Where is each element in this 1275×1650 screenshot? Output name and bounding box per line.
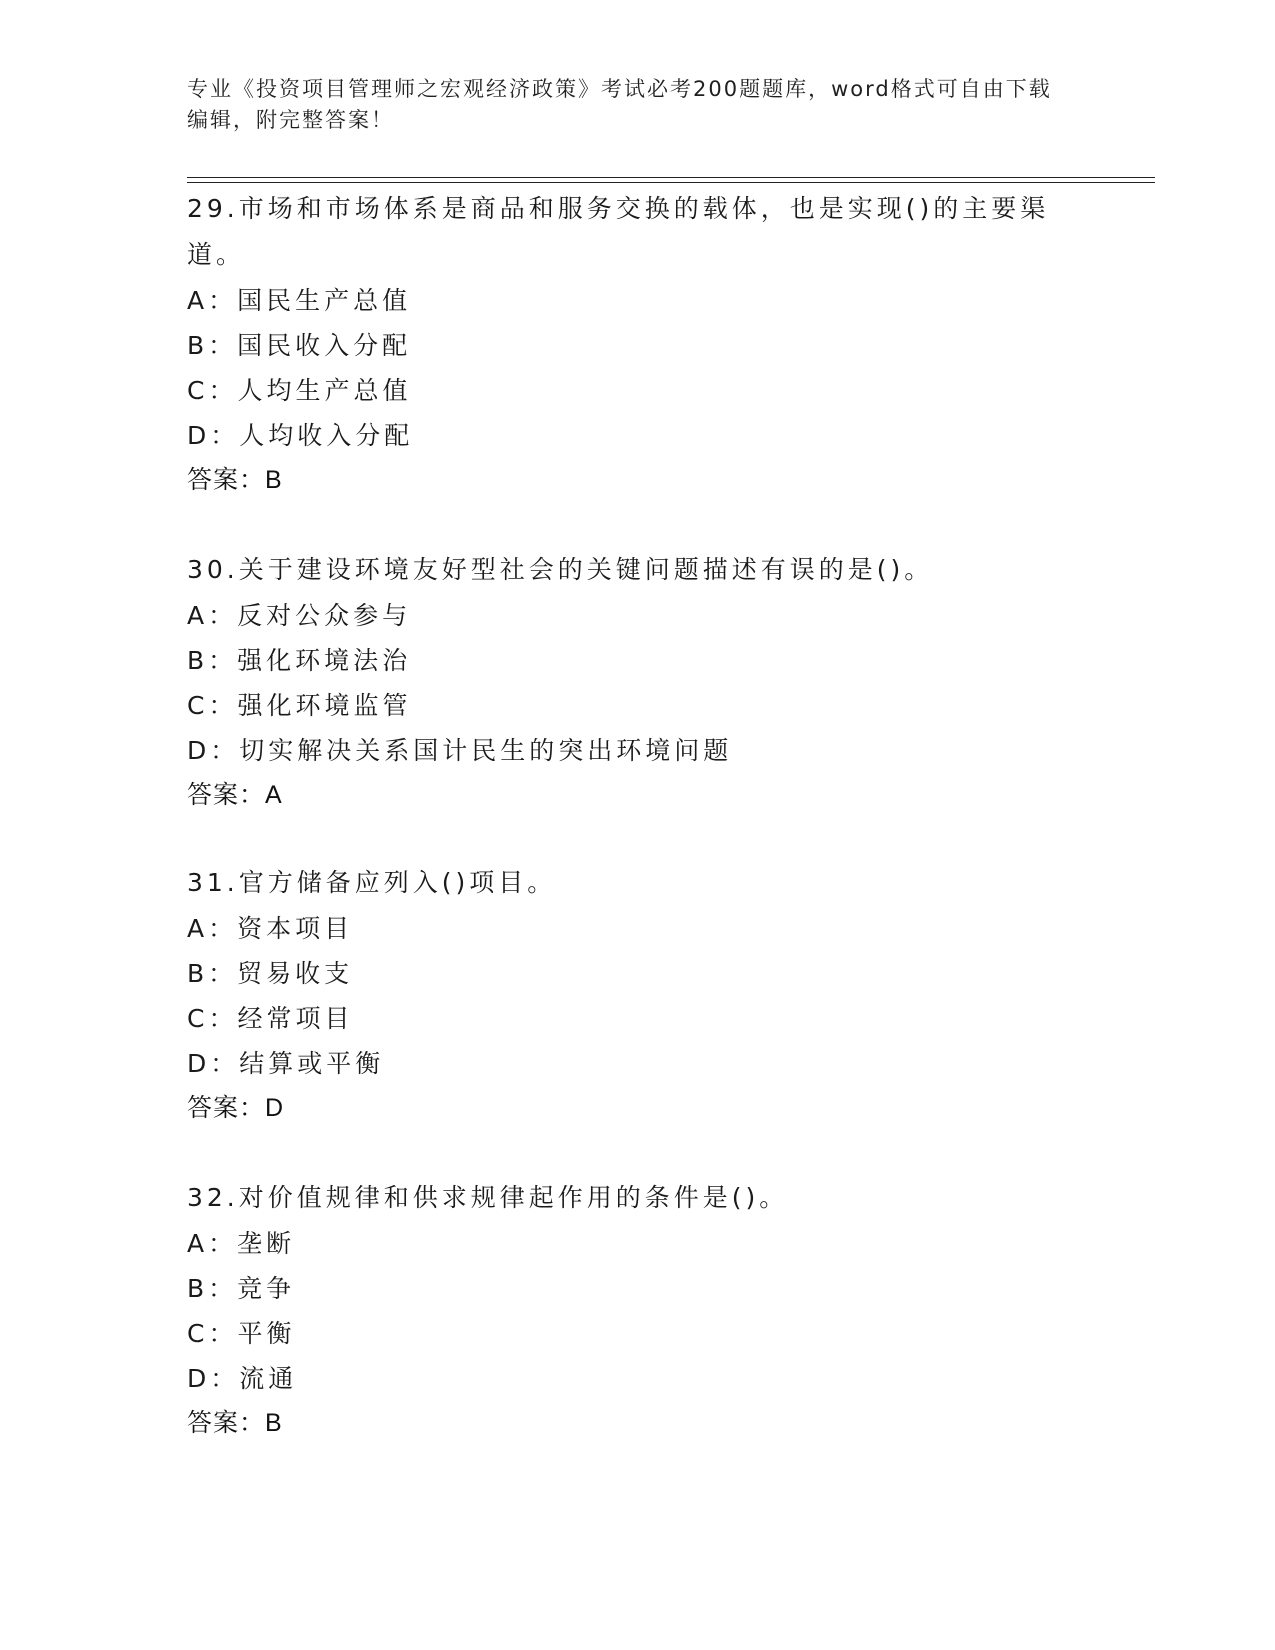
option-b: B：强化环境法治 bbox=[187, 646, 412, 675]
answer-line: 答案：A bbox=[187, 781, 283, 809]
question-29 bbox=[187, 186, 1087, 503]
question-stem: 30.关于建设环境友好型社会的关键问题描述有误的是()。 bbox=[187, 555, 934, 584]
question-32 bbox=[187, 1175, 1087, 1446]
option-a: A：资本项目 bbox=[187, 914, 354, 943]
option-a: A：国民生产总值 bbox=[187, 286, 412, 315]
option-b: B：国民收入分配 bbox=[187, 331, 412, 360]
option-d: D：流通 bbox=[187, 1364, 298, 1393]
question-stem: 29.市场和市场体系是商品和服务交换的载体，也是实现()的主要渠道。 bbox=[187, 194, 1050, 269]
answer-line: 答案：D bbox=[187, 1094, 285, 1122]
question-stem: 32.对价值规律和供求规律起作用的条件是()。 bbox=[187, 1183, 789, 1212]
option-b: B：贸易收支 bbox=[187, 959, 354, 988]
option-c: C：人均生产总值 bbox=[187, 376, 412, 405]
answer-line: 答案：B bbox=[187, 1409, 283, 1437]
option-c: C：强化环境监管 bbox=[187, 691, 412, 720]
option-d: D：人均收入分配 bbox=[187, 421, 414, 450]
document-header-title: 专业《投资项目管理师之宏观经济政策》考试必考200题题库，word格式可自由下载编辑，附完整答案！ bbox=[187, 77, 1052, 132]
question-31 bbox=[187, 860, 1087, 1131]
option-c: C：平衡 bbox=[187, 1319, 296, 1348]
answer-line: 答案：B bbox=[187, 466, 283, 494]
option-a: A：垄断 bbox=[187, 1229, 296, 1258]
question-30 bbox=[187, 547, 1087, 818]
header-double-rule bbox=[187, 177, 1155, 183]
option-d: D：结算或平衡 bbox=[187, 1049, 385, 1078]
option-d: D：切实解决关系国计民生的突出环境问题 bbox=[187, 736, 733, 765]
question-stem: 31.官方储备应列入()项目。 bbox=[187, 868, 557, 897]
option-c: C：经常项目 bbox=[187, 1004, 354, 1033]
option-a: A：反对公众参与 bbox=[187, 601, 412, 630]
option-b: B：竞争 bbox=[187, 1274, 296, 1303]
